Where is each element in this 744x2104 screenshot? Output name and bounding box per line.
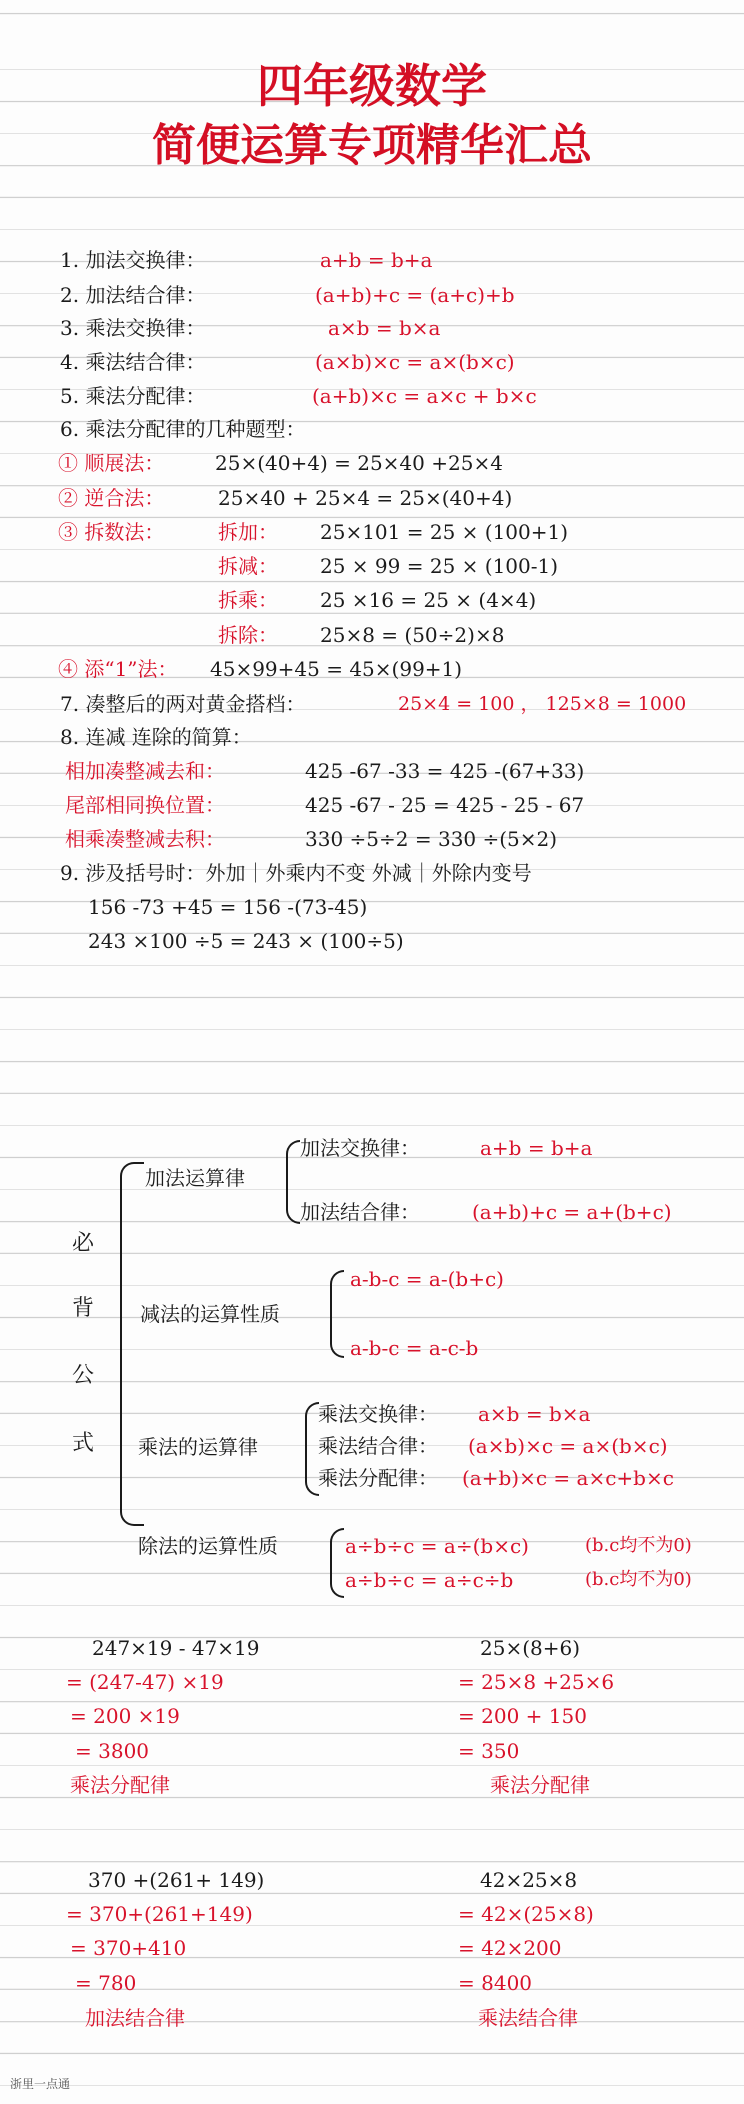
type-label: ③ 拆数法：: [58, 520, 165, 544]
page-title: 四年级数学: [257, 59, 487, 113]
law-label: 4. 乘法结合律：: [60, 350, 206, 374]
example-problem: 42×25×8: [480, 1868, 578, 1892]
example-step: = (247-47) ×19: [66, 1670, 224, 1694]
law-formula: (a+b)+c = (a+c)+b: [315, 283, 515, 307]
add-brace: [286, 1140, 300, 1224]
sub-formula: a-b-c = a-(b+c): [350, 1267, 504, 1291]
example-problem: 247×19 - 47×19: [92, 1636, 260, 1660]
type-label: ② 逆合法：: [58, 486, 165, 510]
add-law-formula: (a+b)+c = a+(b+c): [472, 1200, 672, 1224]
example-step: = 370+410: [70, 1936, 187, 1960]
item9-example: 243 ×100 ÷5 = 243 × (100÷5): [88, 929, 404, 953]
law-formula: (a+b)×c = a×c + b×c: [312, 384, 537, 408]
item8-formula: 330 ÷5÷2 = 330 ÷(5×2): [305, 827, 558, 851]
type-formula: 25×(40+4) = 25×40 +25×4: [215, 451, 503, 475]
example-step: = 25×8 +25×6: [458, 1670, 615, 1694]
example-step: = 200 ×19: [70, 1704, 180, 1728]
law-label: 1. 加法交换律：: [60, 248, 206, 272]
example-step: = 350: [458, 1739, 520, 1763]
watermark: 浙里一点通: [10, 2077, 71, 2091]
div-group-label: 除法的运算性质: [138, 1534, 278, 1558]
page-subtitle: 简便运算专项精华汇总: [152, 120, 592, 171]
item8-rule: 相加凑整减去和：: [65, 759, 225, 783]
law-label: 2. 加法结合律：: [60, 283, 206, 307]
item8-rule: 相乘凑整减去积：: [65, 827, 225, 851]
mul-group-label: 乘法的运算律: [138, 1435, 258, 1459]
example-step: = 8400: [458, 1971, 533, 1995]
mul-law-label: 乘法分配律：: [318, 1466, 438, 1490]
example-step: = 3800: [75, 1739, 150, 1763]
div-formula: a÷b÷c = a÷c÷b: [345, 1568, 514, 1592]
add-law-label: 加法交换律：: [300, 1136, 420, 1160]
item9-label: 9. 涉及括号时：外加｜外乘内不变 外减｜外除内变号: [60, 861, 532, 885]
item7-label: 7. 凑整后的两对黄金搭档：: [60, 692, 306, 716]
div-brace: [330, 1528, 344, 1598]
item8-label: 8. 连减 连除的简算：: [60, 725, 252, 749]
type-label: ① 顺展法：: [58, 451, 165, 475]
type-sublabel: 拆除：: [218, 623, 278, 647]
add-law-label: 加法结合律：: [300, 1200, 420, 1224]
law-formula: (a×b)×c = a×(b×c): [315, 350, 515, 374]
item7-formula: 25×4 = 100 ， 125×8 = 1000: [398, 693, 687, 715]
type-formula: 25×8 = (50÷2)×8: [320, 623, 505, 647]
example-problem: 25×(8+6): [480, 1636, 581, 1660]
law-formula: a×b = b×a: [328, 316, 441, 340]
mul-brace: [305, 1402, 319, 1496]
mul-law-formula: (a+b)×c = a×c+b×c: [462, 1466, 674, 1490]
sub-brace: [330, 1270, 344, 1358]
side-char: 公: [72, 1363, 95, 1388]
sub-formula: a-b-c = a-c-b: [350, 1336, 479, 1360]
type-formula: 25×101 = 25 × (100+1): [320, 520, 569, 544]
main-brace: [120, 1162, 144, 1526]
mul-law-label: 乘法交换律：: [318, 1402, 438, 1426]
add-law-formula: a+b = b+a: [480, 1136, 593, 1160]
example-problem: 370 +(261+ 149): [88, 1868, 265, 1892]
example-law: 加法结合律: [85, 2006, 185, 2030]
law-label: 6. 乘法分配律的几种题型：: [60, 417, 306, 441]
item8-formula: 425 -67 - 25 = 425 - 25 - 67: [305, 793, 585, 817]
type-formula: 25 × 99 = 25 × (100-1): [320, 554, 559, 578]
type-formula: 25×40 + 25×4 = 25×(40+4): [218, 486, 513, 510]
mul-law-label: 乘法结合律：: [318, 1434, 438, 1458]
type-sublabel: 拆加：: [218, 520, 278, 544]
example-law: 乘法分配律: [490, 1773, 590, 1797]
side-char: 背: [72, 1296, 95, 1321]
side-char: 必: [72, 1231, 95, 1256]
example-law: 乘法分配律: [70, 1773, 170, 1797]
type-formula: 25 ×16 = 25 × (4×4): [320, 588, 537, 612]
type-label: ④ 添“1”法：: [58, 657, 178, 681]
sub-group-label: 减法的运算性质: [140, 1302, 280, 1326]
item9-example: 156 -73 +45 = 156 -(73-45): [88, 895, 368, 919]
mul-law-formula: a×b = b×a: [478, 1402, 591, 1426]
div-note: (b.c均不为0): [585, 1535, 692, 1556]
side-char: 式: [72, 1431, 95, 1456]
example-law: 乘法结合律: [478, 2006, 578, 2030]
type-sublabel: 拆乘：: [218, 588, 278, 612]
example-step: = 42×200: [458, 1936, 562, 1960]
example-step: = 780: [75, 1971, 137, 1995]
law-formula: a+b = b+a: [320, 248, 433, 272]
law-label: 3. 乘法交换律：: [60, 316, 206, 340]
mul-law-formula: (a×b)×c = a×(b×c): [468, 1434, 668, 1458]
example-step: = 42×(25×8): [458, 1902, 594, 1926]
type-sublabel: 拆减：: [218, 554, 278, 578]
example-step: = 370+(261+149): [66, 1902, 253, 1926]
add-group-label: 加法运算律: [145, 1166, 245, 1190]
item8-rule: 尾部相同换位置：: [65, 793, 225, 817]
div-note: (b.c均不为0): [585, 1569, 692, 1590]
div-formula: a÷b÷c = a÷(b×c): [345, 1534, 529, 1558]
law-label: 5. 乘法分配律：: [60, 384, 206, 408]
example-step: = 200 + 150: [458, 1704, 587, 1728]
type-formula: 45×99+45 = 45×(99+1): [210, 657, 463, 681]
item8-formula: 425 -67 -33 = 425 -(67+33): [305, 759, 585, 783]
